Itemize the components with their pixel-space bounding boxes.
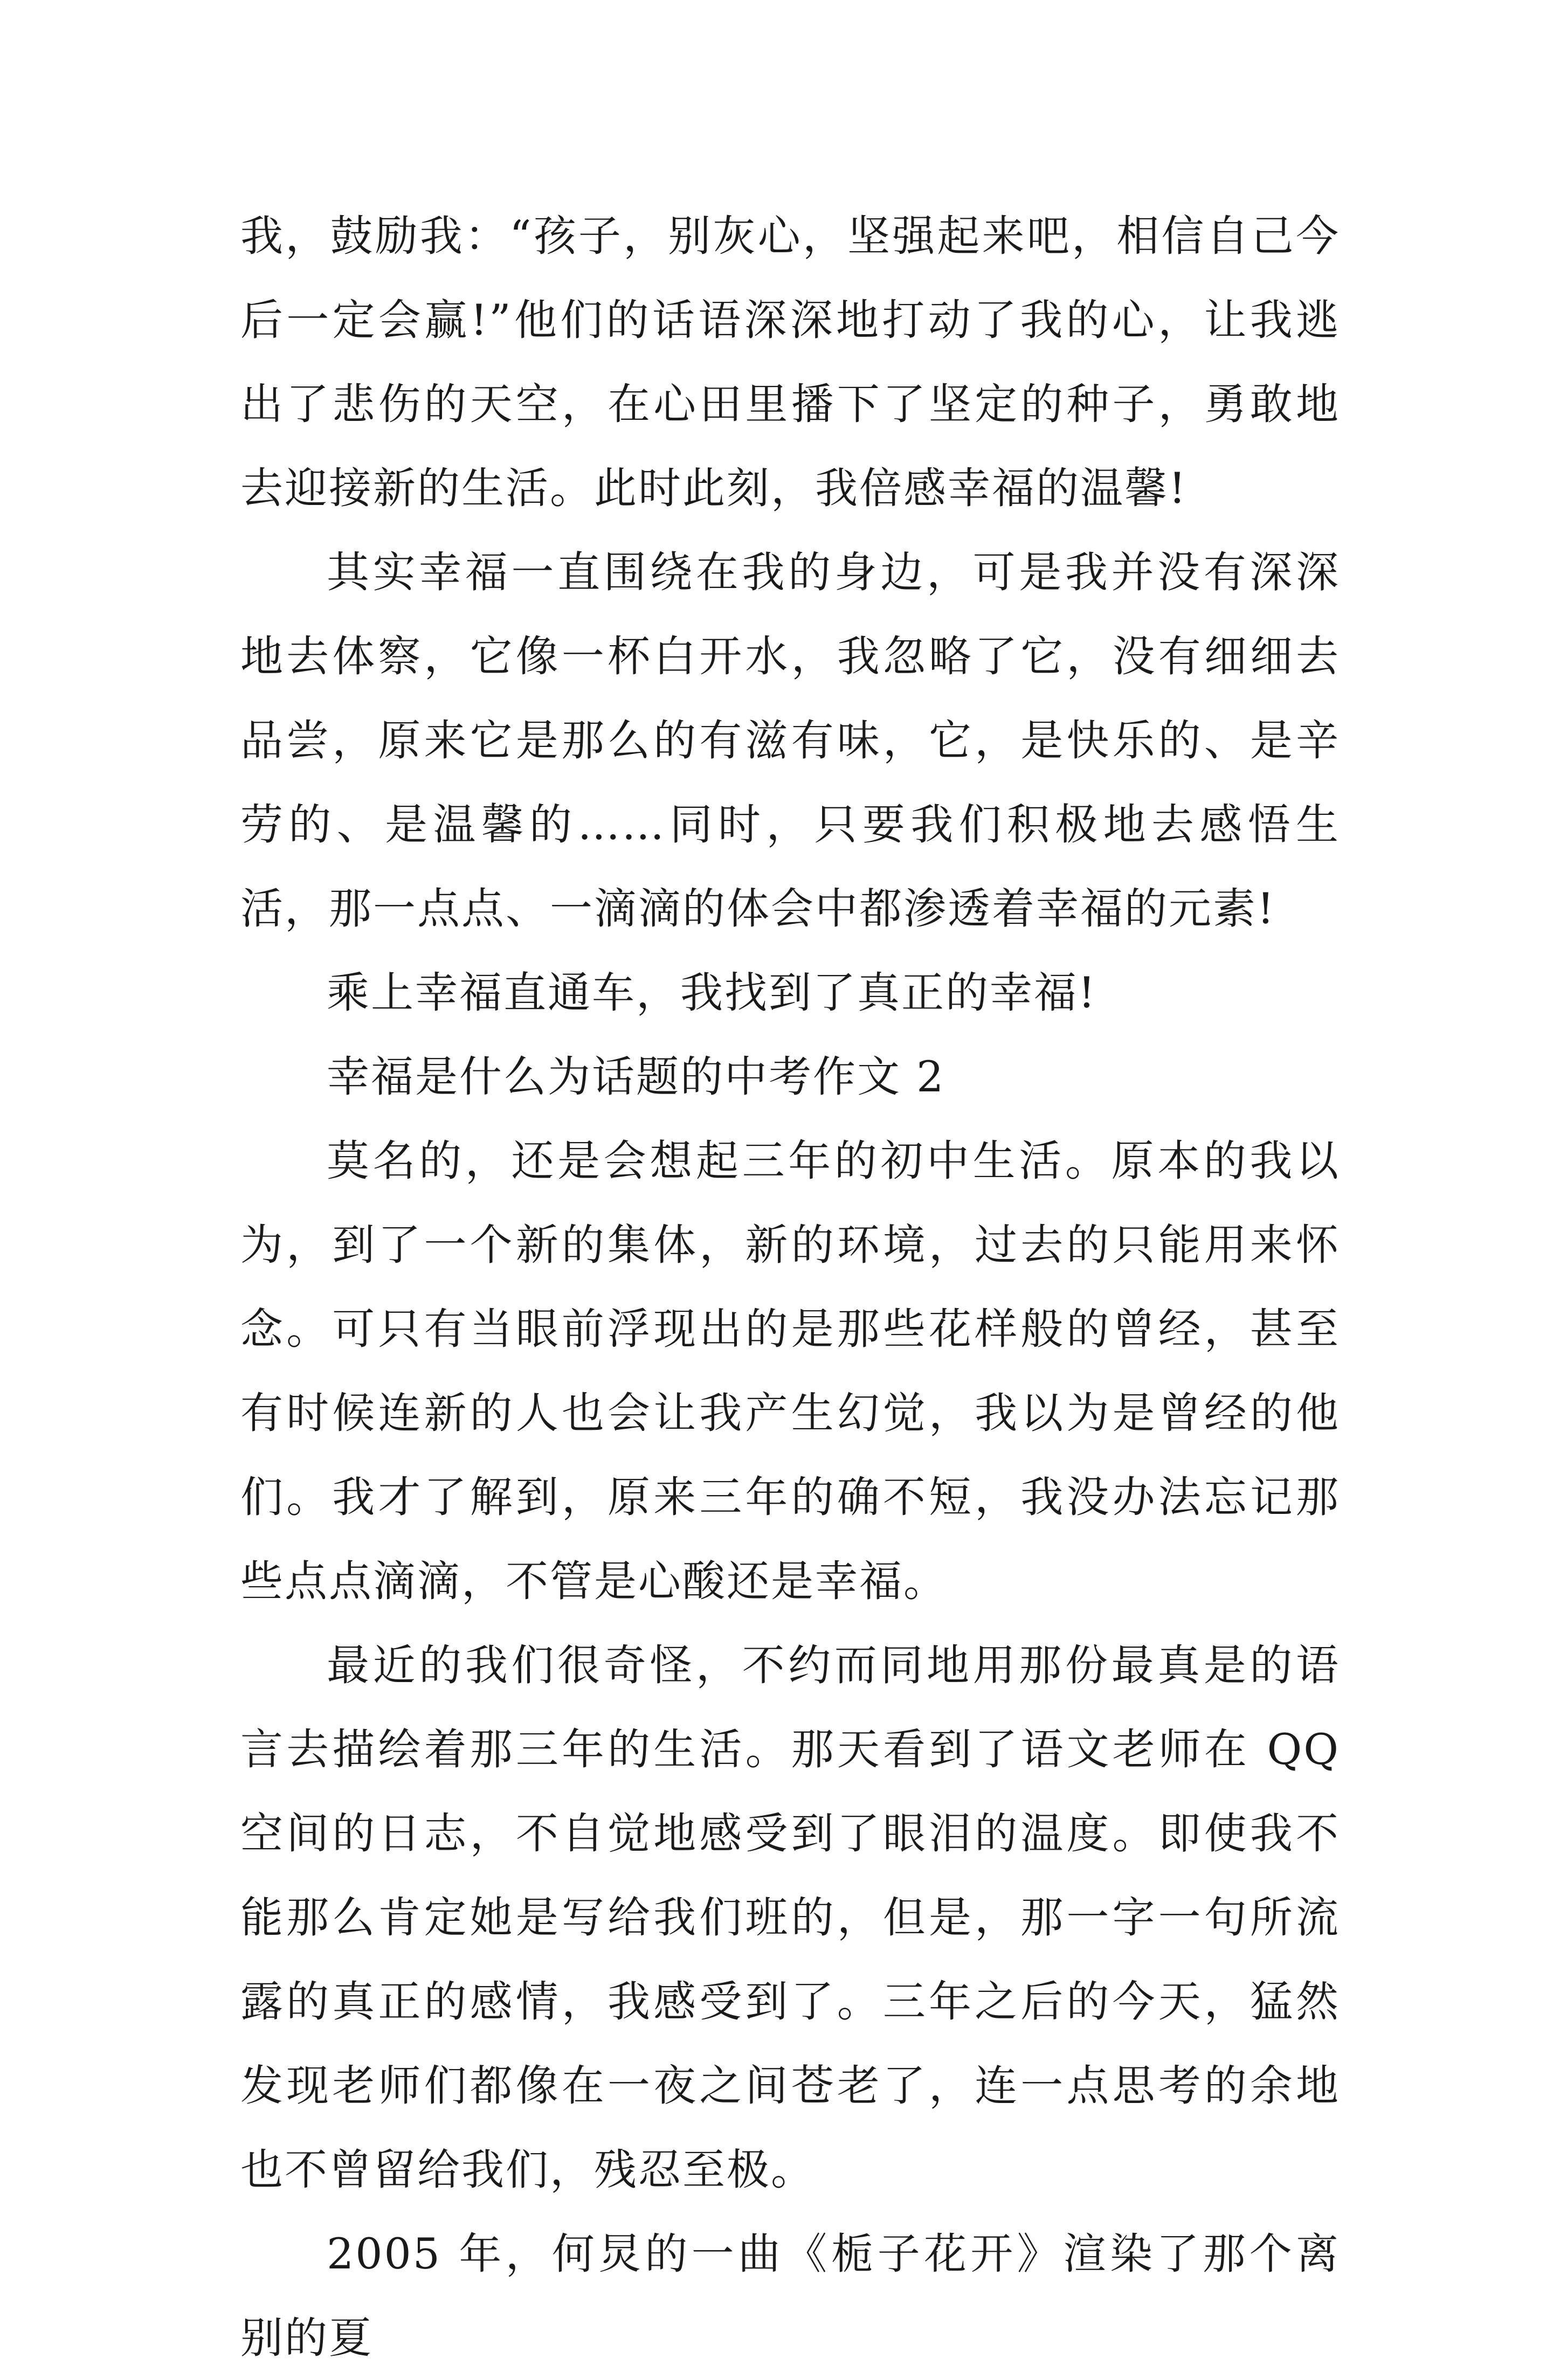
paragraph: 我，鼓励我：“孩子，别灰心，坚强起来吧，相信自己今后一定会赢!”他们的话语深深地打动了我的心，让我逃出了悲伤的天空，在心田里播下了坚定的种子，勇敢地去迎接新的生活。此时此刻，我倍感幸福的温馨! (240, 211, 1340, 513)
section-title: 幸福是什么为话题的中考作文 2 (327, 1052, 945, 1102)
paragraph: 莫名的，还是会想起三年的初中生活。原本的我以为，到了一个新的集体，新的环境，过去的只能用来怀念。可只有当眼前浮现出的是那些花样般的曾经，甚至有时候连新的人也会让我产生幻觉，我以为是曾经的他们。我才了解到，原来三年的确不短，我没办法忘记那些点点滴滴，不管是心酸还是幸福。 (240, 1136, 1340, 1606)
paragraph: 其实幸福一直围绕在我的身边，可是我并没有深深地去体察，它像一杯白开水，我忽略了它，没有细细去品尝，原来它是那么的有滋有味，它，是快乐的、是辛劳的、是温馨的……同时，只要我们积极地去感悟生活，那一点点、一滴滴的体会中都渗透着幸福的元素! (240, 548, 1340, 933)
document-body (240, 194, 1340, 2380)
paragraph: 乘上幸福直通车，我找到了真正的幸福! (327, 968, 1097, 1018)
paragraph: 2005 年，何炅的一曲《栀子花开》渲染了那个离别的夏 (240, 2229, 1340, 2363)
paragraph: 最近的我们很奇怪，不约而同地用那份最真是的语言去描绘着那三年的生活。那天看到了语文老师在 QQ 空间的日志，不自觉地感受到了眼泪的温度。即使我不能那么肯定她是写给我们班的，但是，那一字一句所流露的真正的感情，我感受到了。三年之后的今天，猛然发现老师们都像在一夜之间苍老了，连一点思考的余地也不曾留给我们，残忍至极。 (240, 1641, 1340, 2195)
